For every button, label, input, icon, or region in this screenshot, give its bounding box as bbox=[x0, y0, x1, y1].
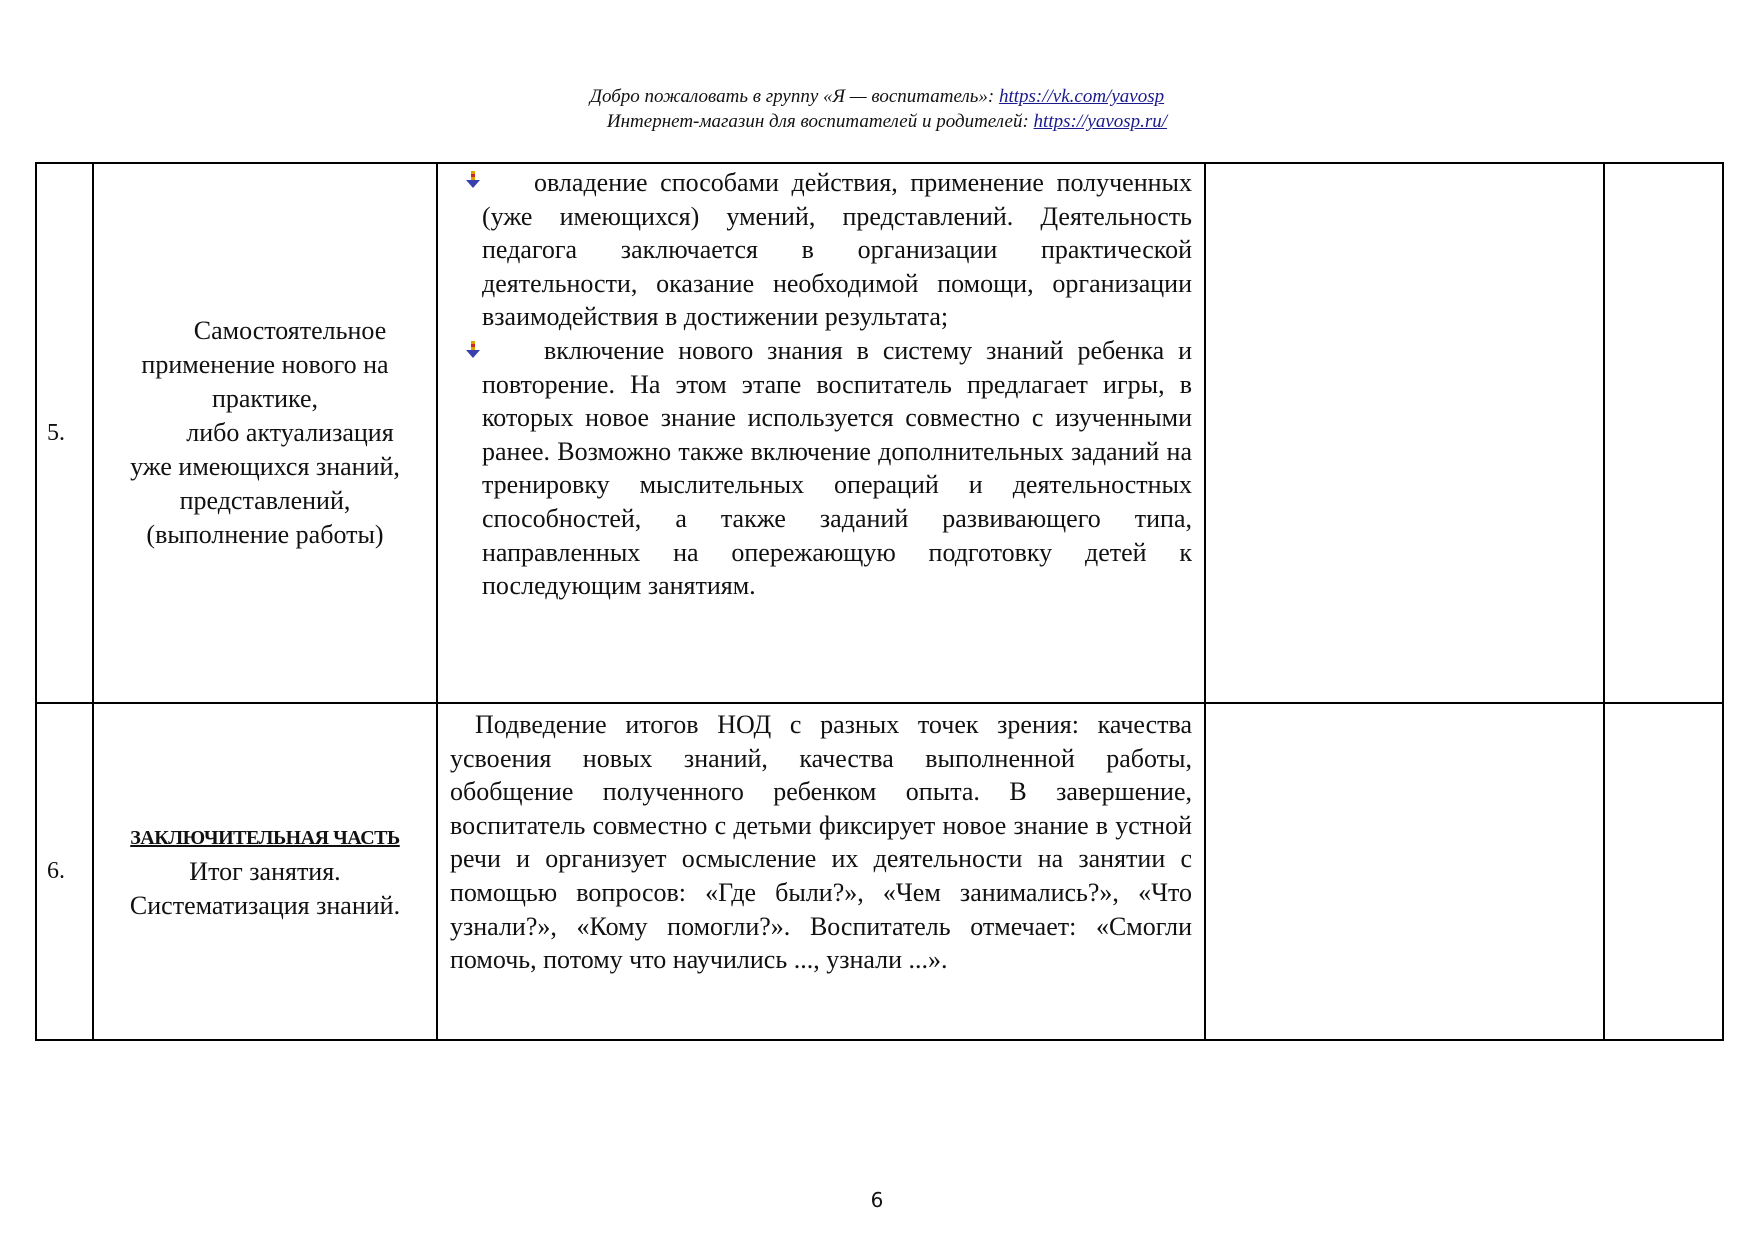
stage-line: уже имеющихся знаний, bbox=[130, 452, 400, 481]
list-item bbox=[438, 334, 1204, 603]
stage-line: Самостоятельное bbox=[193, 316, 387, 345]
table-row bbox=[36, 163, 1723, 703]
header-line-2 bbox=[0, 109, 1754, 134]
stage-line: представлений, bbox=[179, 486, 351, 515]
content-cell bbox=[437, 703, 1205, 1040]
empty-cell bbox=[1205, 703, 1604, 1040]
stage-cell bbox=[93, 163, 437, 703]
header-shop-text: Интернет-магазин для воспитателей и родителей: bbox=[606, 111, 1034, 132]
stage-line: либо актуализация bbox=[186, 418, 394, 447]
table-row bbox=[36, 703, 1723, 1040]
vk-group-link[interactable]: https://vk.com/yavosp bbox=[998, 86, 1165, 107]
arrow-down-icon bbox=[466, 341, 480, 359]
bullet-text: включение нового знания в систему знаний ребенка и повторение. На этом этапе воспитатель предлагает игры, в которых новое знание используется совместно с изученными ранее. Возможно также включение дополнительных заданий на тренировку мыслительных операций и деятельностных способностей, а также заданий развивающего типа, направленных на опережающую подготовку детей к последующим занятиям. bbox=[482, 335, 1192, 601]
row-number: 6. bbox=[36, 703, 93, 1040]
stage-line: (выполнение работы) bbox=[146, 520, 384, 549]
stage-line: применение нового на bbox=[141, 350, 389, 379]
empty-cell bbox=[1604, 163, 1723, 703]
content-cell bbox=[437, 163, 1205, 703]
empty-cell bbox=[1205, 163, 1604, 703]
stage-line: Систематизация знаний. bbox=[129, 890, 401, 920]
part-heading: ЗАКЛЮЧИТЕЛЬНАЯ ЧАСТЬ bbox=[130, 826, 400, 849]
stage-cell bbox=[93, 703, 437, 1040]
bullet-text: овладение способами действия, применение полученных (уже имеющихся) умений, представлений. Деятельность педагога заключается в организации практической деятельности, оказание необходимой помощи, организации взаимодействия в достижении результата; bbox=[482, 168, 1192, 332]
row-number: 5. bbox=[36, 163, 93, 703]
empty-cell bbox=[1604, 703, 1723, 1040]
header-line-1 bbox=[0, 84, 1754, 109]
header-group-text: Добро пожаловать в группу «Я — воспитатель»: bbox=[589, 86, 999, 107]
page-header bbox=[0, 84, 1754, 134]
shop-link[interactable]: https://yavosp.ru/ bbox=[1033, 111, 1168, 132]
content-text: Подведение итогов НОД с разных точек зрения: качества усвоения новых знаний, качества выполненной работы, обобщение полученного ребенком опыта. В завершение, воспитатель совместно с детьми фиксирует новое знание в устной речи и организует осмысление их деятельности на занятии с помощью вопросов: «Где были?», «Чем занимались?», «Что узнали?», «Кому помогли?». Воспитатель отмечает: «Смогли помочь, потому что научились ..., узнали ...». bbox=[450, 710, 1192, 975]
stage-line: практике, bbox=[211, 384, 319, 413]
stage-line: Итог занятия. bbox=[189, 856, 341, 886]
page-number: 6 bbox=[870, 1188, 884, 1212]
list-item bbox=[438, 164, 1204, 334]
lesson-table bbox=[35, 162, 1724, 1041]
arrow-down-icon bbox=[466, 171, 480, 189]
